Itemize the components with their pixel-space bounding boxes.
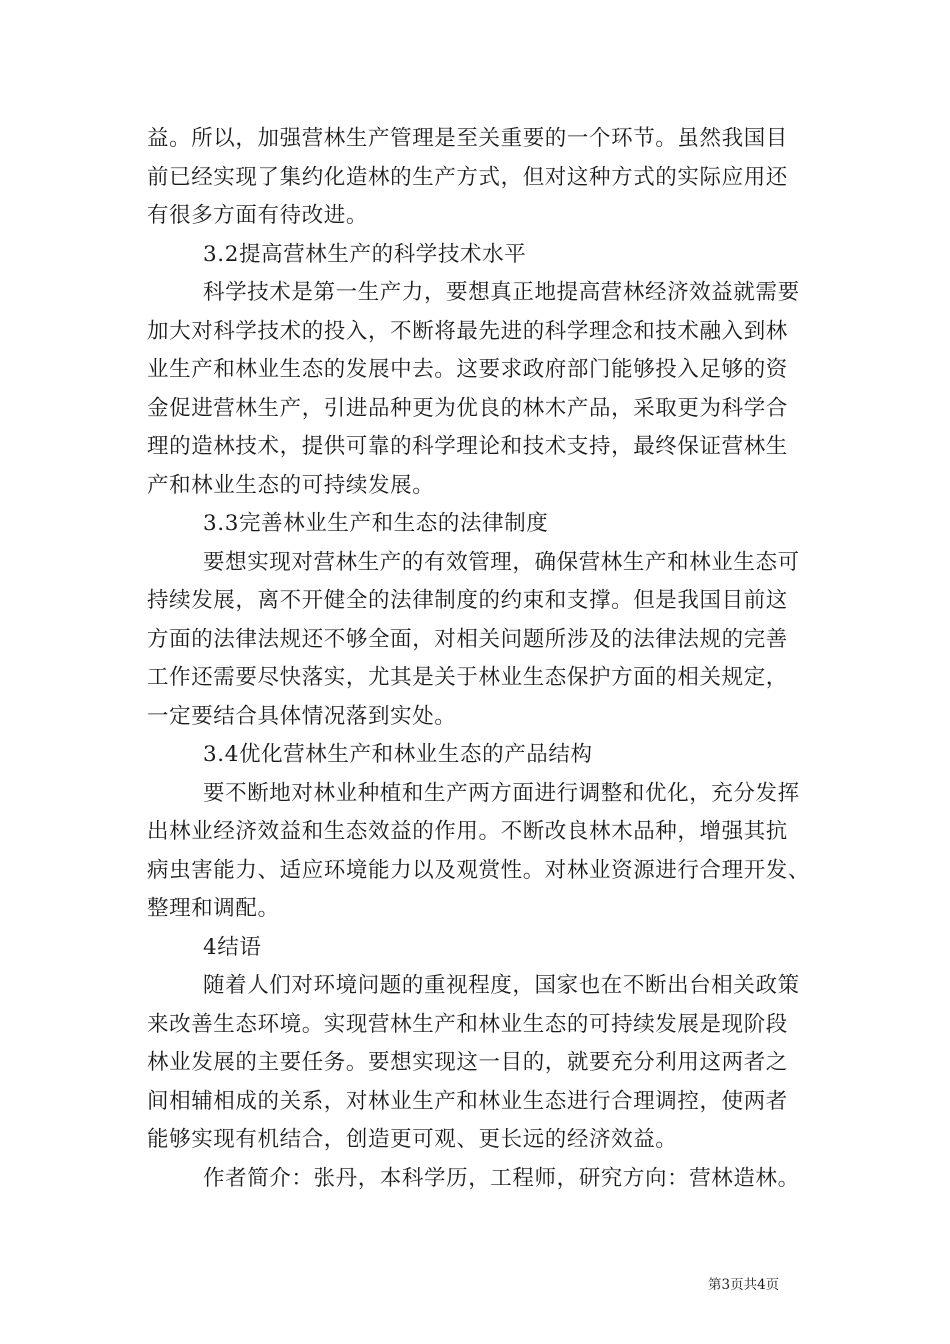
line-text: 随着人们对环境问题的重视程度，国家也在不断出台相关政策: [203, 973, 800, 998]
line-text: 病虫害能力、适应环境能力以及观赏性。对林业资源进行合理开发、: [147, 857, 811, 883]
line-text: 方面的法律法规还不够全面，对相关问题所涉及的法律法规的完善: [147, 626, 788, 652]
line-text: 有很多方面有待改进。: [147, 203, 369, 228]
line-text: 科学技术是第一生产力，要想真正地提高营林经济效益就需要: [203, 280, 800, 305]
paragraph-line: [147, 813, 812, 852]
paragraph-line: [147, 967, 812, 1006]
paragraph-line: [147, 698, 812, 737]
line-text: 持续发展，离不开健全的法律制度的约束和支撑。但是我国目前这: [147, 588, 788, 613]
paragraph-line: [147, 120, 812, 159]
section-heading: [147, 236, 812, 275]
paragraph-line: [147, 659, 812, 698]
paragraph-line: [147, 890, 812, 929]
line-text: 3.4优化营林生产和林业生态的产品结构: [203, 742, 593, 767]
document-body: [147, 120, 812, 1198]
paragraph-line: [147, 1006, 812, 1045]
paragraph-line: [147, 621, 812, 660]
line-text: 理的造林技术，提供可靠的科学理论和技术支持，最终保证营林生: [147, 434, 788, 459]
paragraph-line: [147, 852, 812, 891]
line-text: 作者简介：张丹，本科学历，工程师，研究方向：营林造林。: [203, 1165, 800, 1191]
paragraph-line: [147, 390, 812, 429]
paragraph-line: [147, 1044, 812, 1083]
paragraph-line: [147, 1160, 812, 1199]
paragraph-line: [147, 582, 812, 621]
line-text: 来改善生态环境。实现营林生产和林业生态的可持续发展是现阶段: [147, 1011, 788, 1037]
section-heading: [147, 736, 812, 775]
paragraph-line: [147, 159, 812, 198]
line-text: 要想实现对营林生产的有效管理，确保营林生产和林业生态可: [203, 549, 800, 575]
line-text: 4结语: [203, 934, 262, 960]
paragraph-line: [147, 351, 812, 390]
line-text: 出林业经济效益和生态效益的作用。不断改良林木品种，增强其抗: [147, 819, 788, 844]
line-text: 产和林业生态的可持续发展。: [147, 472, 435, 498]
line-text: 加大对科学技术的投入，不断将最先进的科学理念和技术融入到林: [147, 318, 788, 344]
paragraph-line: [147, 197, 812, 236]
paragraph-line: [147, 1121, 812, 1160]
paragraph-line: [147, 1083, 812, 1122]
line-text: 间相辅相成的关系，对林业生产和林业生态进行合理调控，使两者: [147, 1088, 788, 1114]
line-text: 工作还需要尽快落实，尤其是关于林业生态保护方面的相关规定，: [147, 665, 788, 690]
paragraph-line: [147, 544, 812, 583]
line-text: 林业发展的主要任务。要想实现这一目的，就要充分利用这两者之: [147, 1050, 788, 1075]
line-text: 一定要结合具体情况落到实处。: [147, 703, 457, 729]
paragraph-line: [147, 428, 812, 467]
line-text: 整理和调配。: [147, 896, 280, 921]
paragraph-line: [147, 313, 812, 352]
section-heading: [147, 929, 812, 968]
line-text: 要不断地对林业种植和生产两方面进行调整和优化，充分发挥: [203, 780, 800, 806]
line-text: 前已经实现了集约化造林的生产方式，但对这种方式的实际应用还: [147, 164, 788, 190]
line-text: 能够实现有机结合，创造更可观、更长远的经济效益。: [147, 1127, 678, 1152]
line-text: 3.2提高营林生产的科学技术水平: [203, 241, 527, 267]
paragraph-line: [147, 775, 812, 814]
line-text: 益。所以，加强营林生产管理是至关重要的一个环节。虽然我国目: [147, 126, 788, 151]
paragraph-line: [147, 467, 812, 506]
line-text: 业生产和林业生态的发展中去。这要求政府部门能够投入足够的资: [147, 357, 788, 382]
line-text: 金促进营林生产，引进品种更为优良的林木产品，采取更为科学合: [147, 395, 788, 421]
section-heading: [147, 505, 812, 544]
paragraph-line: [147, 274, 812, 313]
page-footer: 第3页共4页: [708, 1277, 780, 1293]
line-text: 3.3完善林业生产和生态的法律制度: [203, 511, 549, 536]
